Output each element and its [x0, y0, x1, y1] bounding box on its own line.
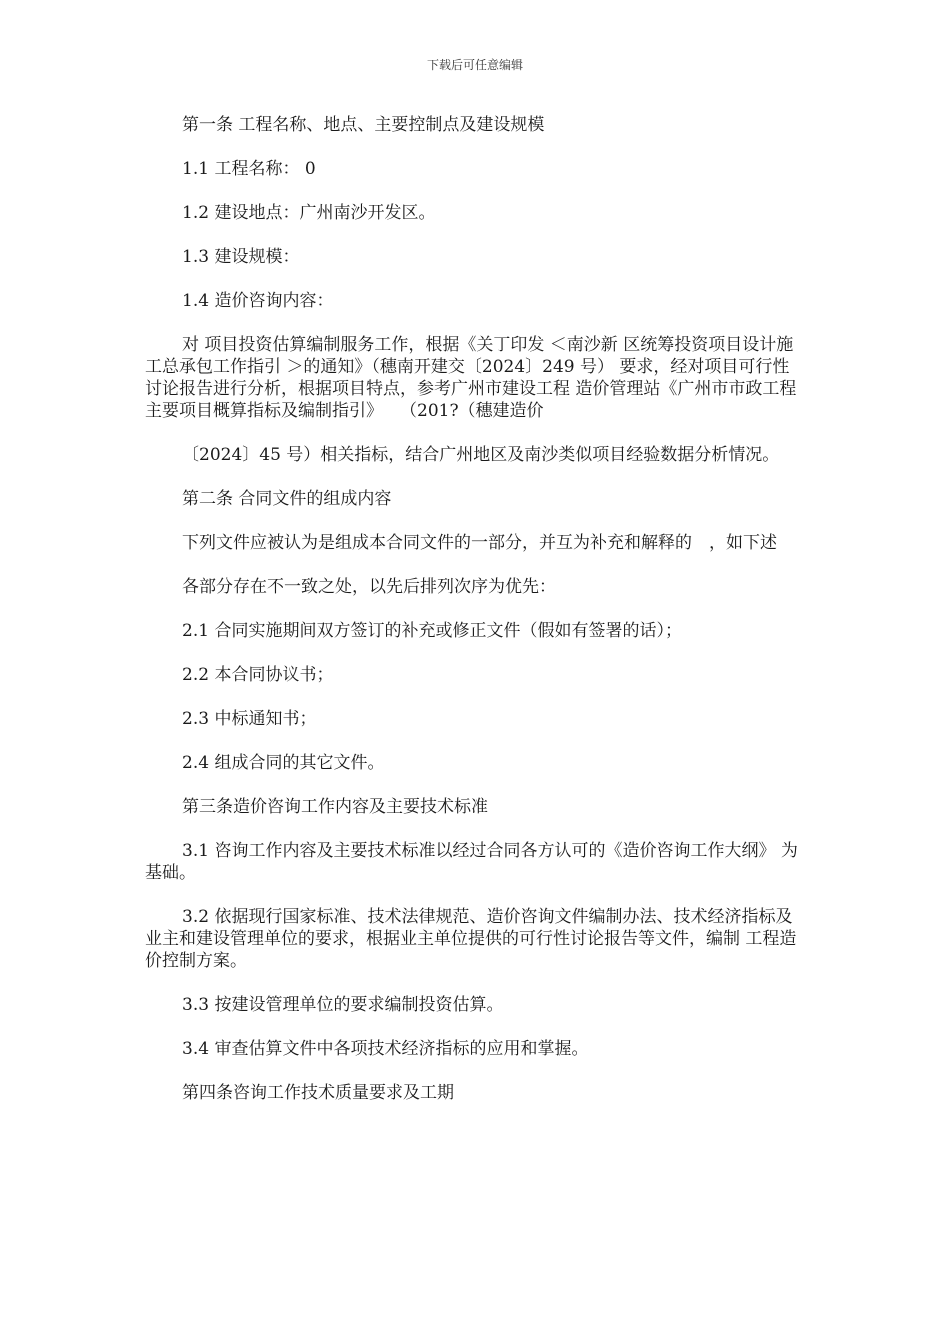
article-3-heading: 第三条造价咨询工作内容及主要技术标准 [182, 797, 488, 817]
clause-2-3: 2.3 中标通知书； [182, 709, 317, 729]
clause-2-4: 2.4 组成合同的其它文件。 [182, 753, 385, 773]
clause-3-4: 3.4 审查估算文件中各项技术经济指标的应用和掌握。 [182, 1039, 589, 1059]
article-4-heading: 第四条咨询工作技术质量要求及工期 [182, 1083, 454, 1103]
paragraph-contract-docs: 下列文件应被认为是组成本合同文件的一部分，并互为补充和解释的 ，如下述 [182, 533, 777, 553]
article-1-heading: 第一条 工程名称、地点、主要控制点及建设规模 [182, 115, 545, 135]
paragraph-priority: 各部分存在不一致之处，以先后排列次序为优先： [182, 577, 556, 597]
clause-2-2: 2.2 本合同协议书； [182, 665, 334, 685]
clause-1-3: 1.3 建设规模： [182, 247, 300, 267]
article-2-heading: 第二条 合同文件的组成内容 [182, 489, 392, 509]
clause-3-3: 3.3 按建设管理单位的要求编制投资估算。 [182, 995, 504, 1015]
clause-3-1: 3.1 咨询工作内容及主要技术标准以经过合同各方认可的《造价咨询工作大纲》 为基础。 [145, 841, 798, 883]
clause-1-2: 1.2 建设地点：广州南沙开发区。 [182, 203, 436, 223]
paragraph-scope-cont: 〔2024〕45 号）相关指标，结合广州地区及南沙类似项目经验数据分析情况。 [182, 445, 780, 465]
clause-3-2: 3.2 依据现行国家标准、技术法律规范、造价咨询文件编制办法、技术经济指标及 业主和建设管理单位的要求，根据业主单位提供的可行性讨论报告等文件，编制 工程造价控制方案。 [145, 907, 797, 971]
paragraph-scope: 对 项目投资估算编制服务工作，根据《关丁印发 ＜南沙新 区统筹投资项目设计施工总承包工作指引 ＞的通知》（穗南开建交〔2024〕249 号） 要求，经对项目可行性讨论报告进行分析，根据项目特点，参考广州市建设工程 造价管理站《广州市市政工程主要项目概算指标及编制指引》 （201?（穗建造价 [145, 335, 797, 421]
clause-1-4: 1.4 造价咨询内容： [182, 291, 334, 311]
page-header: 下载后可任意编辑 [426, 58, 523, 72]
document-body [145, 114, 805, 1126]
clause-2-1: 2.1 合同实施期间双方签订的补充或修正文件（假如有签署的话）； [182, 621, 682, 641]
clause-1-1: 1.1 工程名称： 0 [182, 159, 316, 179]
